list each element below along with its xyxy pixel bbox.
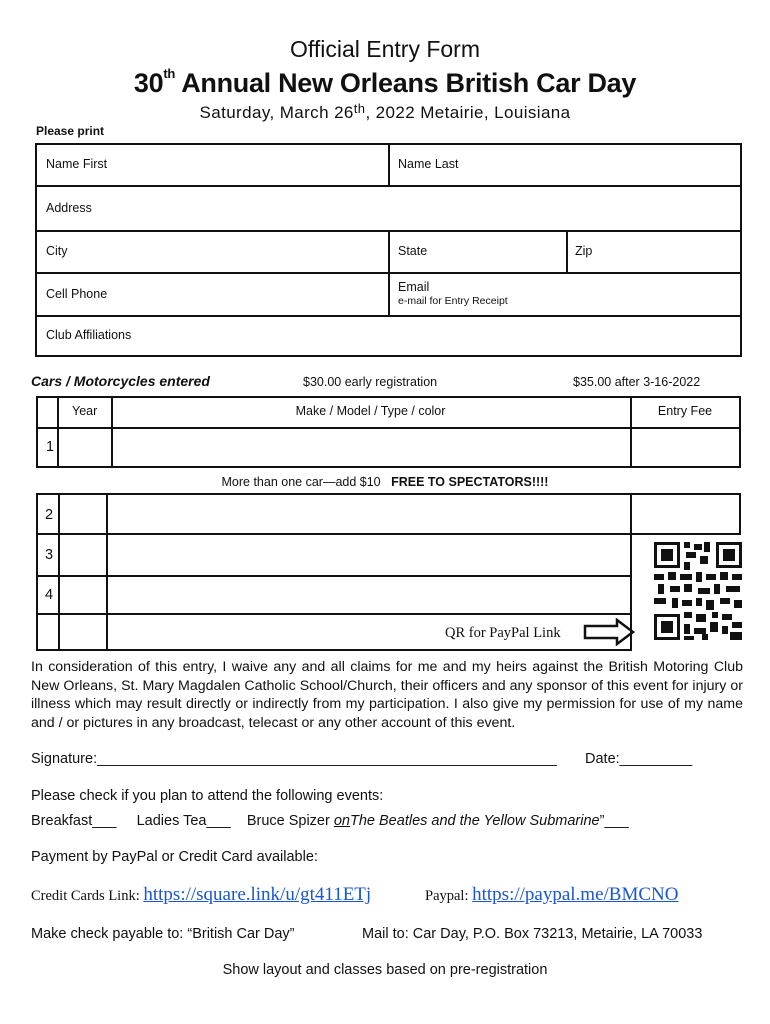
table-divider: [37, 613, 631, 615]
paypal-label: Paypal:: [425, 888, 473, 904]
cars-entered-label: Cars / Motorcycles entered: [31, 373, 210, 389]
paypal-qr-code-icon[interactable]: [654, 542, 742, 640]
breakfast-checkbox[interactable]: Breakfast___: [31, 813, 117, 829]
club-affiliations-field[interactable]: Club Affiliations: [46, 328, 132, 342]
email-field[interactable]: Email: [398, 280, 430, 294]
table-divider: [388, 144, 390, 185]
arrow-right-icon: [583, 618, 635, 646]
bruce-spizer-checkbox[interactable]: [247, 813, 629, 829]
table-divider: [36, 315, 741, 317]
row-number: 2: [45, 507, 54, 523]
car-table-additional: [36, 493, 741, 535]
square-link[interactable]: https://square.link/u/gt411ETj: [143, 884, 372, 905]
mail-address: Mail to: Car Day, P.O. Box 73213, Metairie, LA 70033: [362, 926, 703, 942]
spizer-on: on: [333, 813, 350, 829]
extra-car-note: [0, 475, 770, 489]
row-number: 3: [45, 547, 54, 563]
credit-card-row: [31, 884, 371, 906]
event-date: [0, 103, 770, 123]
spectators-free: FREE TO SPECTATORS!!!!: [391, 475, 549, 489]
event-options: [31, 813, 629, 829]
event-date-rest: , 2022 Metairie, Louisiana: [365, 103, 571, 122]
footer-note: Show layout and classes based on pre-registration: [222, 962, 548, 978]
events-intro: Please check if you plan to attend the following events:: [31, 788, 384, 804]
event-date-suffix: th: [353, 101, 366, 116]
table-divider: [36, 185, 741, 187]
please-print-note: Please print: [36, 124, 105, 138]
cell-phone-field[interactable]: Cell Phone: [46, 287, 108, 301]
paypal-link[interactable]: https://paypal.me/BMCNO: [472, 884, 679, 905]
ladies-tea-checkbox[interactable]: Ladies Tea___: [136, 813, 231, 829]
late-registration-price: $35.00 after 3-16-2022: [573, 375, 701, 389]
paypal-row: [425, 884, 678, 906]
spizer-check: ”___: [599, 813, 629, 829]
email-note: e-mail for Entry Receipt: [398, 295, 508, 307]
early-registration-price: $30.00 early registration: [303, 375, 438, 389]
year-column-header: Year: [72, 404, 98, 418]
city-field[interactable]: City: [46, 244, 68, 258]
spizer-topic: The Beatles and the Yellow Submarine: [350, 813, 600, 829]
spizer-name: Bruce Spizer: [246, 813, 334, 829]
event-number-suffix: th: [163, 66, 175, 81]
name-first-field[interactable]: Name First: [46, 157, 108, 171]
signature-line[interactable]: Signature:_________________________________________________________: [31, 751, 557, 767]
table-divider: [57, 397, 59, 467]
table-divider: [106, 494, 108, 650]
address-field[interactable]: Address: [46, 201, 92, 215]
event-date-prefix: Saturday, March 26: [199, 103, 354, 122]
fee-column-header: Entry Fee: [657, 404, 713, 418]
date-line[interactable]: Date:_________: [585, 751, 693, 767]
event-name: Annual New Orleans British Car Day: [181, 68, 637, 98]
table-divider: [630, 494, 632, 534]
credit-card-label: Credit Cards Link:: [31, 888, 144, 904]
form-title: Official Entry Form: [290, 36, 480, 62]
table-divider: [566, 231, 568, 272]
payment-intro: Payment by PayPal or Credit Card available:: [31, 849, 318, 865]
table-divider: [388, 231, 390, 315]
table-divider: [37, 427, 740, 429]
check-payable: Make check payable to: “British Car Day”: [31, 926, 295, 942]
row-number: 1: [46, 439, 55, 455]
table-divider: [58, 494, 60, 650]
extra-car-fee: More than one car—add $10: [221, 475, 381, 489]
name-last-field[interactable]: Name Last: [398, 157, 459, 171]
row-number: 4: [45, 587, 54, 603]
make-column-header: Make / Model / Type / color: [295, 404, 446, 418]
event-title: [0, 68, 770, 99]
state-field[interactable]: State: [398, 244, 428, 258]
event-number: 30: [133, 68, 164, 98]
table-divider: [37, 575, 631, 577]
qr-label: QR for PayPal Link: [445, 625, 561, 641]
waiver-paragraph: In consideration of this entry, I waive any and all claims for me and my heirs against the British Motoring Club New Orleans, St. Mary Magdalen Catholic School/Church, their officers and any sponsor of this event for injury or illness which may result directly or indirectly from my participation. I also give my permission for use of my name and / or pictures in any broadcast, telecast or any other account of this event.: [31, 659, 743, 731]
zip-field[interactable]: Zip: [575, 244, 593, 258]
